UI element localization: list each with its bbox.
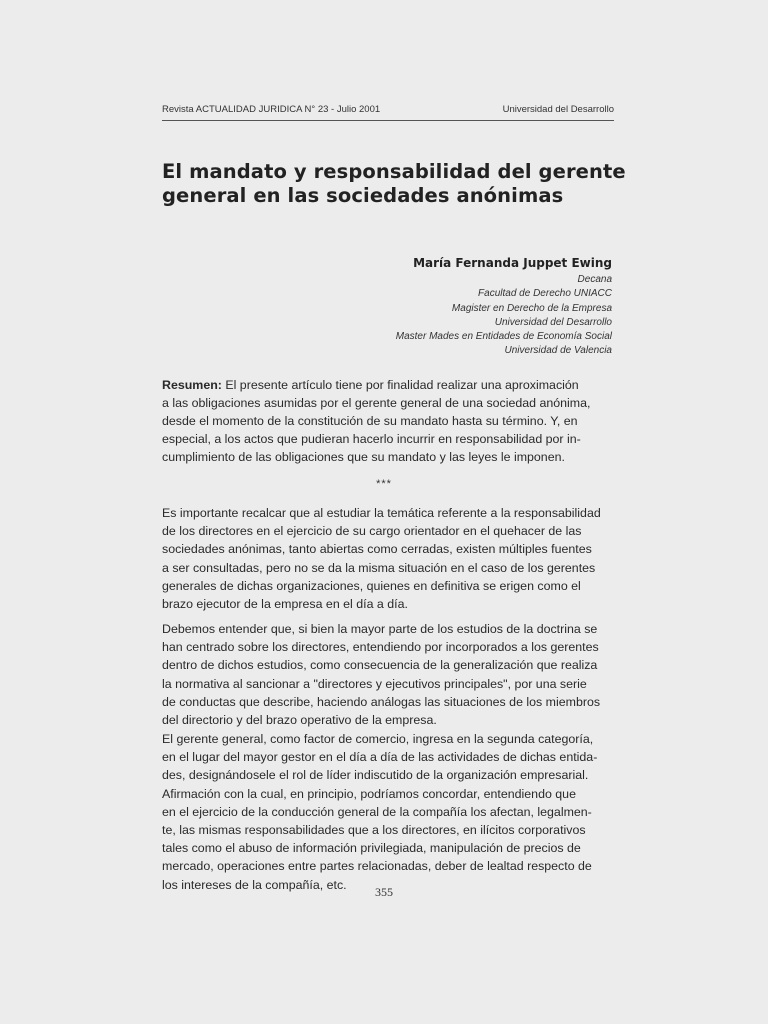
paragraph-line: de los directores en el ejercicio de su cargo orientador en el quehacer de las: [162, 524, 582, 539]
paragraph-line: han centrado sobre los directores, entendiendo por incorporados a los gerentes: [162, 640, 599, 655]
abstract-line: [162, 376, 613, 394]
affiliation-line: Magister en Derecho de la Empresa: [451, 302, 612, 314]
abstract: [162, 376, 613, 466]
paragraph-line: El gerente general, como factor de comercio, ingresa en la segunda categoría,: [162, 732, 594, 746]
paragraph-line: del directorio y del brazo operativo de la empresa.: [162, 713, 437, 728]
paragraph-line: des, designándosele el rol de líder indiscutido de la organización empresarial.: [162, 768, 589, 783]
abstract-line: especial, a los actos que pudieran hacerlo incurrir en responsabilidad por in-: [162, 432, 581, 447]
paragraph-line: Es importante recalcar que al estudiar la temática referente a la responsabilidad: [162, 506, 601, 520]
paragraph-line: sociedades anónimas, tanto abiertas como cerradas, existen múltiples fuentes: [162, 542, 592, 557]
abstract-line: desde el momento de la constitución de su mandato hasta su término. Y, en: [162, 414, 578, 429]
paragraph-line: te, las mismas responsabilidades que a los directores, en ilícitos corporativos: [162, 823, 586, 838]
body-paragraph-2: [162, 620, 614, 729]
affiliation-line: Facultad de Derecho UNIACC: [478, 288, 612, 300]
paragraph-line: generales de dichas organizaciones, quienes en definitiva se erigen como el: [162, 578, 581, 593]
body-paragraph-3: [162, 730, 614, 894]
paragraph-line: en el lugar del mayor gestor en el día a día de las actividades de dichas entida-: [162, 750, 598, 765]
paragraph-line: Debemos entender que, si bien la mayor parte de los estudios de la doctrina se: [162, 622, 598, 636]
title-line: El mandato y responsabilidad del gerente: [162, 160, 626, 183]
abstract-label: Resumen:: [162, 378, 222, 392]
affiliation-line: Universidad del Desarrollo: [494, 316, 612, 328]
paragraph-line: brazo ejecutor de la empresa en el día a día.: [162, 597, 408, 612]
body-paragraph-1: [162, 504, 614, 613]
paragraph-line: en el ejercicio de la conducción general de la compañía los afectan, legalmen-: [162, 804, 592, 819]
affiliation-line: Universidad de Valencia: [504, 345, 612, 357]
paragraph-line: dentro de dichos estudios, como consecuencia de la generalización que realiza: [162, 658, 598, 673]
journal-citation: Revista ACTUALIDAD JURIDICA N° 23 - Julio 2001: [162, 104, 381, 115]
author-name: María Fernanda Juppet Ewing: [413, 256, 612, 270]
institution-name: Universidad del Desarrollo: [502, 104, 614, 115]
abstract-line: cumplimiento de las obligaciones que su mandato y las leyes le imponen.: [162, 450, 565, 465]
section-separator: ***: [376, 478, 392, 490]
abstract-text: El presente artículo tiene por finalidad realizar una aproximación: [221, 378, 579, 392]
paragraph-line: de conductas que describe, haciendo análogas las situaciones de los miembros: [162, 694, 601, 709]
paragraph-line: mercado, operaciones entre partes relacionadas, deber de lealtad respecto de: [162, 859, 592, 874]
article-title: [162, 160, 626, 208]
paragraph-line: Afirmación con la cual, en principio, podríamos concordar, entendiendo que: [162, 786, 576, 801]
page-number: 355: [375, 885, 393, 899]
affiliation-line: Master Mades en Entidades de Economía Social: [395, 331, 612, 343]
paragraph-line: la normativa al sancionar a "directores y ejecutivos principales", por una serie: [162, 676, 587, 691]
running-header: [162, 104, 614, 115]
title-line: general en las sociedades anónimas: [162, 184, 564, 207]
affiliation-line: Decana: [577, 274, 612, 285]
paragraph-line: tales como el abuso de información privilegiada, manipulación de precios de: [162, 841, 581, 856]
paragraph-line: a ser consultadas, pero no se da la misma situación en el caso de los gerentes: [162, 560, 596, 575]
paragraph-line: los intereses de la compañía, etc.: [162, 877, 347, 892]
header-divider: [162, 120, 614, 121]
author-block: [300, 255, 612, 359]
abstract-line: a las obligaciones asumidas por el gerente general de una sociedad anónima,: [162, 396, 591, 411]
